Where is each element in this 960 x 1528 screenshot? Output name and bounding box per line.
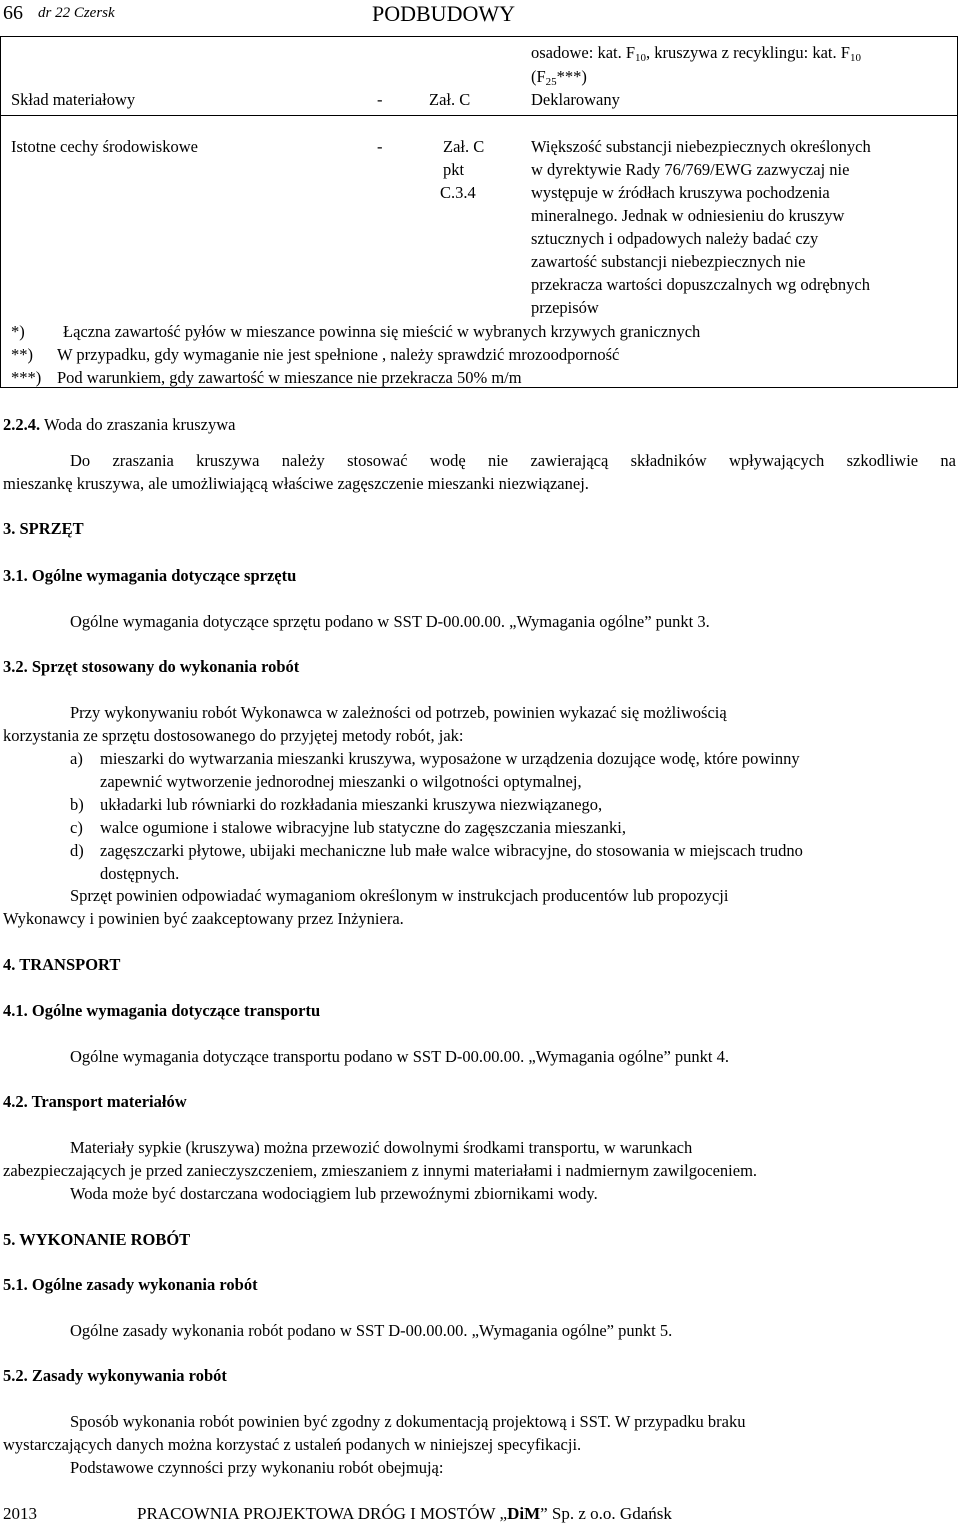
paragraph: Przy wykonywaniu robót Wykonawca w zależności od potrzeb, powinien wykazać się możliwością [70,703,727,722]
section-heading-4: 4. TRANSPORT [3,955,121,974]
table-cell-desc-line: występuje w źródłach kruszywa pochodzenia [531,183,830,202]
list-item: zagęszczarki płytowe, ubijaki mechaniczne lub małe walce wibracyjne, do stosowania w miejscach trudno [100,841,803,860]
list-item-mark: a) [70,749,83,768]
table-divider [1,115,957,116]
table-note-mark: ***) [11,368,42,387]
paragraph: Do zraszania kruszywa należy stosować wodę nie zawierającą składników wpływających szkodliwie na [70,451,956,470]
table-note-text: W przypadku, gdy wymaganie nie jest spełnione , należy sprawdzić mrozoodporność [57,345,620,364]
paragraph: wystarczających danych można korzystać z ustaleń podanych w niniejszej specyfikacji. [3,1435,582,1454]
header-author: dr 22 Czersk [38,5,115,21]
table-cell-ref: Zał. C [429,90,471,109]
table-cell-skład: Skład materiałowy [11,90,136,109]
section-heading-31: 3.1. Ogólne wymagania dotyczące sprzętu [3,566,297,585]
list-item: walce ogumione i stalowe wibracyjne lub statyczne do zagęszczania mieszanki, [100,818,626,837]
paragraph: Wykonawcy i powinien być zaakceptowany przez Inżyniera. [3,909,404,928]
table-cell-ref-line: C.3.4 [440,183,476,202]
section-heading-41: 4.1. Ogólne wymagania dotyczące transportu [3,1001,321,1020]
list-item-mark: b) [70,795,84,814]
table-cell-row1-line2: $(F_{25}***)$ [531,67,587,88]
table-note-mark: *) [11,322,25,341]
table-cell-desc-line: przekracza wartości dopuszczalnych wg odrębnych [531,275,871,294]
table-cell-dash: - [377,90,383,109]
page-number: 66 [3,2,23,24]
table-cell-dash: - [377,137,383,156]
table-cell-value: Deklarowany [531,90,620,109]
paragraph: korzystania ze sprzętu dostosowanego do przyjętej metody robót, jak: [3,726,464,745]
list-item-mark: d) [70,841,84,860]
section-heading-224: 2.2.4. Woda do zraszania kruszywa [3,415,236,434]
table-cell-desc-line: mineralnego. Jednak w odniesieniu do kruszyw [531,206,845,225]
table-note-mark: **) [11,345,33,364]
list-item: dostępnych. [100,864,180,883]
table-cell-ref-line: Zał. C [443,137,485,156]
list-item-mark: c) [70,818,83,837]
table-cell-ref-line: pkt [443,160,465,179]
table-note-text: Łączna zawartość pyłów w mieszance powinna się mieścić w wybranych krzywych granicznych [63,322,701,341]
paragraph: Podstawowe czynności przy wykonaniu robót obejmują: [70,1458,444,1477]
list-item: zapewnić wytworzenie jednorodnej mieszanki o wilgotności optymalnej, [100,772,582,791]
paragraph: Ogólne zasady wykonania robót podano w SST D-00.00.00. „Wymagania ogólne” punkt 5. [70,1321,673,1340]
table-cell-desc-line: w dyrektywie Rady 76/769/EWG zazwyczaj nie [531,160,850,179]
paragraph: Sposób wykonania robót powinien być zgodny z dokumentacją projektową i SST. W przypadku braku [70,1412,746,1431]
section-heading-51: 5.1. Ogólne zasady wykonania robót [3,1275,258,1294]
paragraph: Sprzęt powinien odpowiadać wymaganiom określonym w instrukcjach producentów lub propozycji [70,886,729,905]
properties-table [0,36,958,388]
table-cell-cechy: Istotne cechy środowiskowe [11,137,198,156]
list-item: układarki lub równiarki do rozkładania mieszanki kruszywa niezwiązanego, [100,795,603,814]
table-cell-row1-line1: osadowe: kat. $F_{10}$, kruszywa z recyklingu: kat. $F_{10}$ [531,43,861,64]
table-cell-desc-line: przepisów [531,298,599,317]
table-cell-desc-line: sztucznych i odpadowych należy badać czy [531,229,819,248]
table-note-text: Pod warunkiem, gdy zawartość w mieszance nie przekracza 50% m/m [57,368,522,387]
paragraph: mieszankę kruszywa, ale umożliwiającą właściwe zagęszczenie mieszanki niezwiązanej. [3,474,589,493]
footer-year: 2013 [3,1504,37,1523]
paragraph: Ogólne wymagania dotyczące transportu podano w SST D-00.00.00. „Wymagania ogólne” punkt 4. [70,1047,730,1066]
table-cell-desc-line: Większość substancji niebezpiecznych określonych [531,137,871,156]
list-item: mieszarki do wytwarzania mieszanki kruszywa, wyposażone w urządzenia dozujące wodę, które powinny [100,749,800,768]
footer-company: PRACOWNIA PROJEKTOWA DRÓG I MOSTÓW „DiM” Sp. z o.o. Gdańsk [137,1504,672,1523]
section-heading-42: 4.2. Transport materiałów [3,1092,187,1111]
table-cell-desc-line: zawartość substancji niebezpiecznych nie [531,252,806,271]
paragraph: zabezpieczających je przed zanieczyszczeniem, zmieszaniem z innymi materiałami i nadmiernym zawilgoceniem. [3,1161,758,1180]
paragraph: Ogólne wymagania dotyczące sprzętu podano w SST D-00.00.00. „Wymagania ogólne” punkt 3. [70,612,710,631]
section-heading-32: 3.2. Sprzęt stosowany do wykonania robót [3,657,300,676]
paragraph: Materiały sypkie (kruszywa) można przewozić dowolnymi środkami transportu, w warunkach [70,1138,693,1157]
paragraph: Woda może być dostarczana wodociągiem lub przewoźnymi zbiornikami wody. [70,1184,598,1203]
section-heading-5: 5. WYKONANIE ROBÓT [3,1230,191,1249]
header-title: PODBUDOWY [372,1,515,26]
section-heading-3: 3. SPRZĘT [3,519,84,538]
section-heading-52: 5.2. Zasady wykonywania robót [3,1366,227,1385]
